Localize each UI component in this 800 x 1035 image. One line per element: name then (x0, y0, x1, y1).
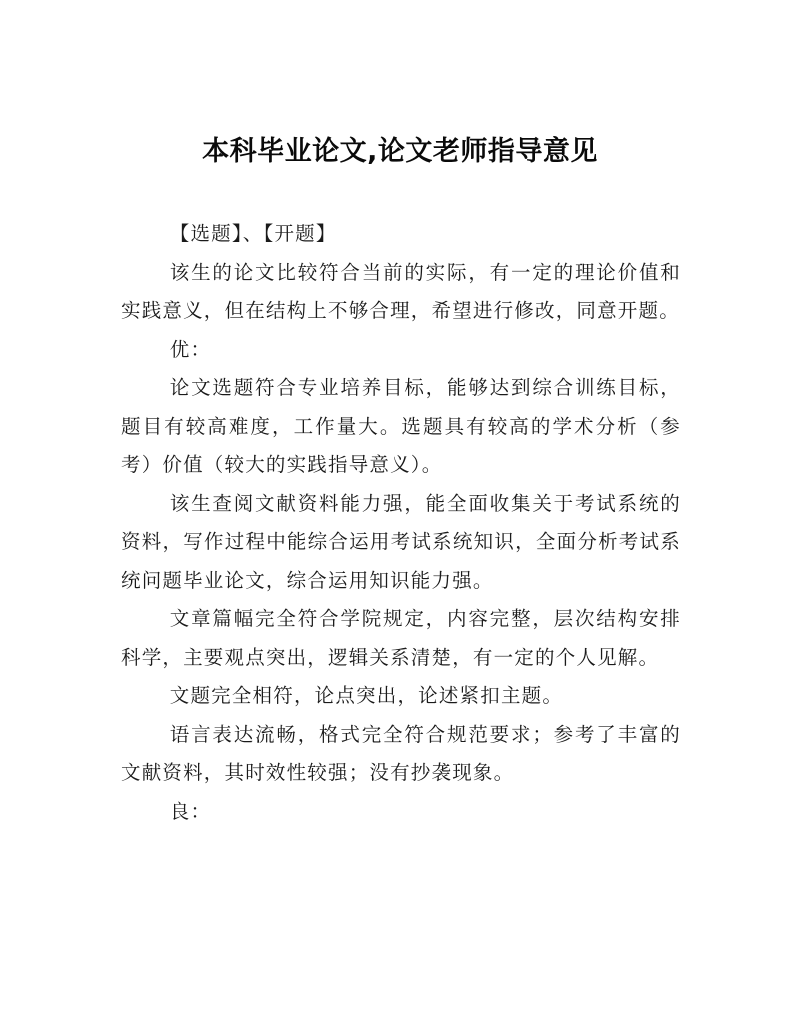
paragraph-structure: 文章篇幅完全符合学院规定，内容完整，层次结构安排科学，主要观点突出，逻辑关系清楚，有一定的个人见解。 (121, 607, 681, 669)
paragraph-grade-excellent: 优： (169, 337, 212, 361)
paragraph-topic-heading: 【选题】、【开题】 (169, 222, 337, 245)
paragraph-relevance: 文题完全相符，论点突出，论述紧扣主题。 (169, 684, 564, 707)
document-title: 本科毕业论文,论文老师指导意见 (202, 136, 598, 167)
paragraph-language-format: 语言表达流畅，格式完全符合规范要求；参考了丰富的文献资料，其时效性较强；没有抄袭现象。 (121, 722, 681, 784)
paragraph-literature-ability: 该生查阅文献资料能力强，能全面收集关于考试系统的资料，写作过程中能综合运用考试系统知识，全面分析考试系统问题毕业论文，综合运用知识能力强。 (121, 491, 681, 592)
paragraph-grade-good: 良： (169, 799, 212, 823)
paragraph-topic-evaluation: 论文选题符合专业培养目标，能够达到综合训练目标，题目有较高难度，工作量大。选题具有较高的学术分析（参考）价值（较大的实践指导意义）。 (121, 376, 681, 476)
paragraph-opening-comment: 该生的论文比较符合当前的实际，有一定的理论价值和实践意义，但在结构上不够合理，希望进行修改，同意开题。 (121, 260, 681, 322)
document-body (121, 215, 681, 831)
